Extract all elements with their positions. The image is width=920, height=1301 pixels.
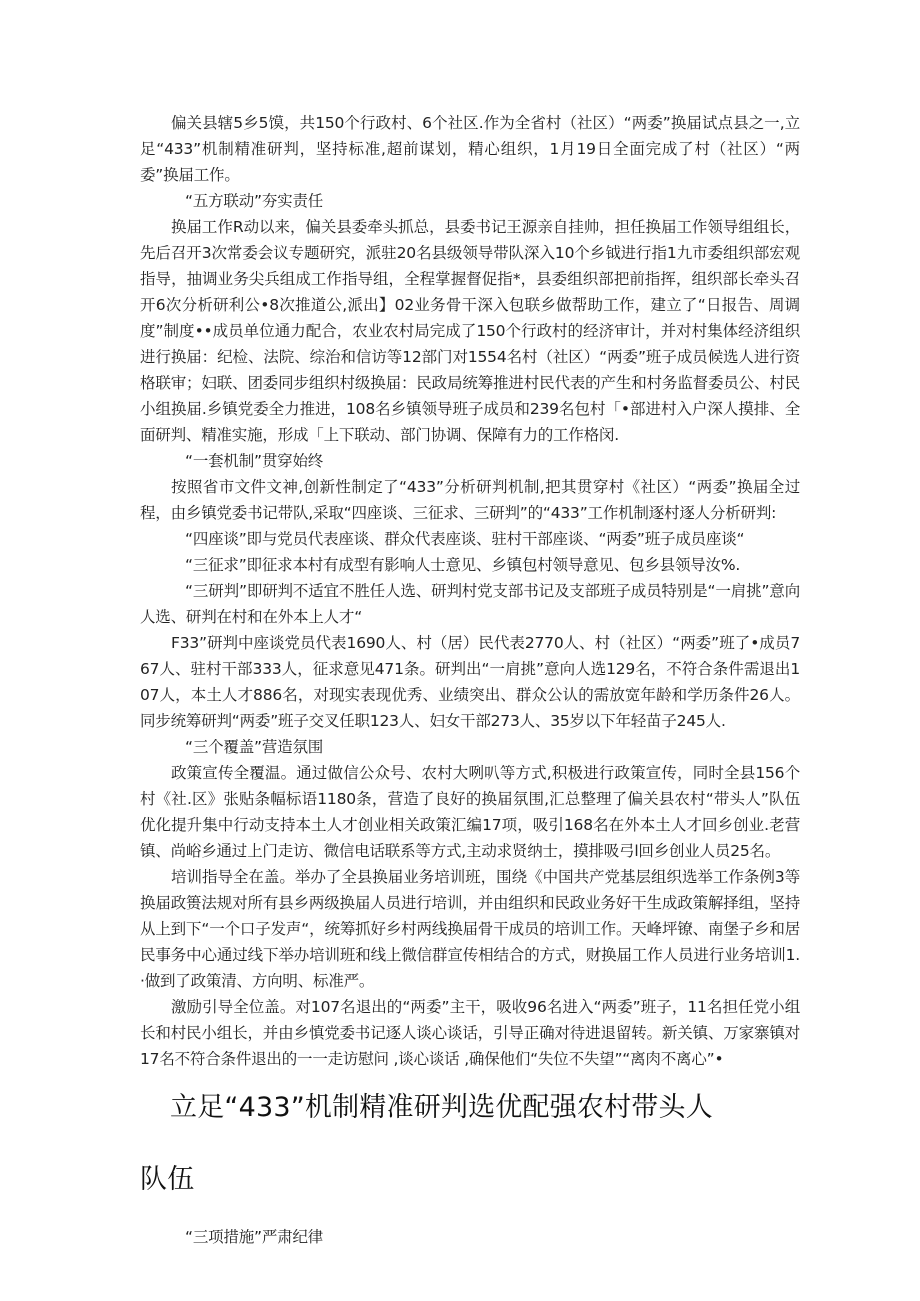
item-three-assessments: “三研判”即研判不适宜不胜任人选、研判村党支部书记及支部班子成员特别是“一肩挑”意向人选、研判在村和在外本上人才“ [140, 582, 800, 626]
section-heading-five-linkage: “五方联动”夯实责任 [185, 192, 324, 210]
paragraph-assessment-results: F33”研判中座谈党员代表1690人、村（居）民代表2770人、村（社区）“两委”班了•成员767人、驻村干部333人，征求意见471条。研判出“一肩挑”意向人选129名，不符合条件需退出107人，本土人才886名，对现实表现优秀、业绩突出、群众公认的需放宽年龄和学历条件26人。同步统筹研判“两委”班子交叉任职123人、妇女干部273人、35岁以下年轻苗子245人. [140, 634, 800, 730]
headline-line-2: 队伍 [140, 1164, 195, 1195]
item-four-forums: “四座谈”即与党员代表座谈、群众代表座谈、驻村干部座谈、“两委”班子成员座谈“ [185, 530, 745, 548]
section-heading-three-measures: “三项措施”严肃纪律 [185, 1228, 324, 1246]
article-headline [140, 1086, 800, 1202]
intro-paragraph: 偏关县辖5乡5馍，共150个行政村、6个社区.作为全省村（社区）“两委”换届试点县之一,立足“433”机制精准研判，坚持标准,超前谋划，精心组织，1月19日全面完成了村（社区）“两委”换届工作。 [140, 114, 800, 184]
paragraph-five-linkage: 换届工作R动以来，偏关县委牵头抓总，县委书记王源亲自挂帅，担任换届工作领导组组长，先后召开3次常委会议专题研究，派驻20名县级领导带队深入10个乡钺进行指1九市委组织部宏观指导，抽调业务尖兵组成工作指导组，全程掌握督促指*，县委组织部把前指挥，组织部长牵头召开6次分析研利公•8次推道公,派出】02业务骨干深入包联乡做帮助工作，建立了“日报告、周调度”制度••成员单位通力配合，农业农村局完成了150个行政村的经济审计，并对村集体经济组织进行换届：纪检、法院、综治和信访等12部门对1554名村（社区）“两委”班子成员候选人进行资格联审；妇联、团委同步组织村级换届：民政局统筹推进村民代表的产生和村务监督委员公、村民小组换届.乡镇党委全力推进，108名乡镇领导班子成员和239名包村「•部进村入户深人摸排、全面研判、精准实施，形成「上下联动、部门协调、保障有力的工作格闵. [140, 218, 800, 444]
section-heading-one-mechanism: “一套机制”贯穿始终 [185, 452, 324, 470]
paragraph-training: 培训指导全在盖。举办了全县换届业务培训班，围绕《中国共产党基层组织选举工作条例3等换届政篑法规对所有县乡两级换届人员进行培训，并由组织和民政业务好干生成政策解择组，坚持从上到下“一个口子发声“，统筹抓好乡村两线换届骨干成员的培训工作。天峰坪镣、南堡子乡和居民事务中心通过线下举办培训班和线上微信群宣传相结合的方式，财换届工作人员进行业务培训1.·做到了政策清、方向明、标准严。 [140, 868, 800, 990]
paragraph-mechanism-intro: 按照省市文件文神,创新性制定了“433”分析研判机制,把其贯穿村《社区）“两委”换届全过程，由乡镇党委书记带队,采取“四座谈、三征求、三研判”的“433”工作机制逐村逐人分析研判: [140, 478, 800, 522]
item-three-consultations: “三征求”即征求本村有成型有影响人士意见、乡镇包村领导意见、包乡县领导汝%. [185, 556, 741, 574]
document-body [140, 110, 800, 1250]
section-heading-three-coverage: “三个覆盖”营造氛围 [185, 738, 324, 756]
paragraph-publicity: 政策宣传全覆温。通过做信公众号、农村大咧叭等方式,积极进行政策宣传，同时全县156个村《社.区》张贴条幅标语1180条，营造了良好的换届氛围,汇总整理了偏关县农村“带头人”队伍优化提升集中行动支持本土人才创业相关政策汇编17项，吸引168名在外本土人才回乡创业.老营镇、尚峪乡通过上门走访、微信电话联系等方式,主动求贤纳士，摸排吸弓l回乡创业人员25名。 [140, 764, 800, 860]
paragraph-incentives: 激励引导全位盖。对107名退出的“两委”主干，吸收96名进入“两委”班子，11名担任党小组长和村民小组长，并由乡慎党委书记逐人谈心谈话，引导正确对待进退留转。新关镇、万家寨镇对17名不符合条件退出的一一走访慰问 ,谈心谈话 ,确保他们“失位不失望”“离肉不离心”• [140, 998, 800, 1068]
headline-line-1: 立足“433”机制精准研判选优配强农村带头人 [170, 1092, 713, 1123]
